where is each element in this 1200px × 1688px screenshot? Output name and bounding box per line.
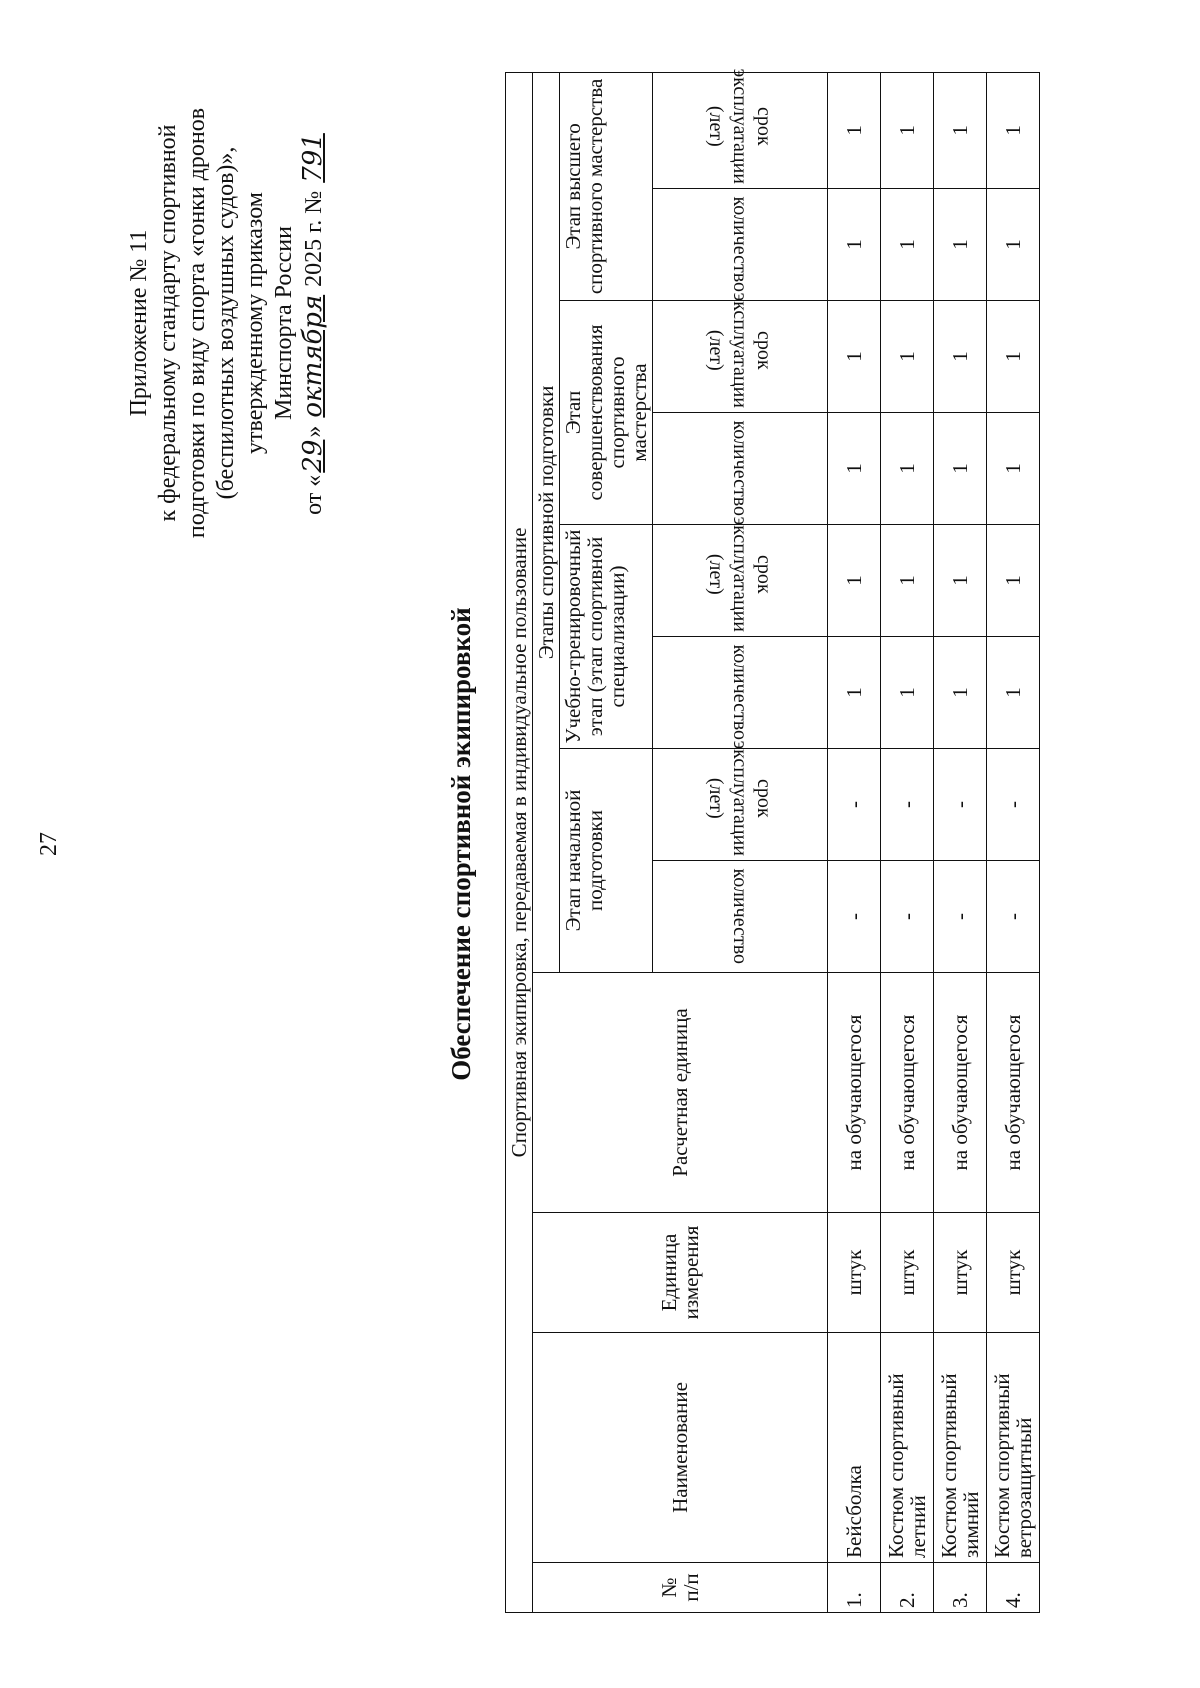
header-qty: количество bbox=[653, 861, 828, 973]
header-term: срок эксплуатации (лет) bbox=[653, 525, 828, 637]
row-value: 1 bbox=[934, 301, 987, 413]
row-value: 1 bbox=[987, 301, 1040, 413]
header-number-pp: п/п bbox=[679, 1573, 703, 1602]
row-unit: штук bbox=[934, 1213, 987, 1333]
row-value: 1 bbox=[828, 72, 881, 188]
row-value: 1 bbox=[987, 413, 1040, 525]
row-calc-unit: на обучающегося bbox=[987, 973, 1040, 1213]
row-value: 1 bbox=[934, 189, 987, 301]
table-caption: Спортивная экипировка, передаваемая в индивидуальное пользование bbox=[506, 72, 533, 1612]
table-row bbox=[934, 72, 987, 1612]
row-value: - bbox=[828, 749, 881, 861]
row-value: 1 bbox=[934, 72, 987, 188]
equipment-table bbox=[505, 68, 1040, 1613]
row-unit: штук bbox=[881, 1213, 934, 1333]
date-year: 2025 г. № bbox=[301, 190, 327, 287]
row-name: Костюм спортивный зимний bbox=[934, 1333, 987, 1563]
row-value: 1 bbox=[934, 413, 987, 525]
row-value: - bbox=[987, 749, 1040, 861]
row-value: 1 bbox=[881, 72, 934, 188]
table-row bbox=[828, 72, 881, 1612]
header-stage-improvement: Этап совершенствования спортивного мастерства bbox=[560, 301, 653, 525]
date-month-handwritten: октября bbox=[298, 294, 328, 418]
header-name: Наименование bbox=[533, 1333, 828, 1563]
row-calc-unit: на обучающегося bbox=[828, 973, 881, 1213]
header-term: срок эксплуатации (лет) bbox=[653, 72, 828, 188]
annex-header bbox=[125, 43, 329, 603]
row-value: 1 bbox=[934, 525, 987, 637]
row-number: 3. bbox=[934, 1563, 987, 1613]
row-value: 1 bbox=[828, 189, 881, 301]
annex-line-2: к федеральному стандарту спортивной bbox=[155, 124, 181, 522]
row-number: 4. bbox=[987, 1563, 1040, 1613]
row-value: - bbox=[828, 861, 881, 973]
row-value: 1 bbox=[881, 301, 934, 413]
table-row bbox=[987, 72, 1040, 1612]
row-calc-unit: на обучающегося bbox=[881, 973, 934, 1213]
row-name: Костюм спортивный летний bbox=[881, 1333, 934, 1563]
table-row bbox=[881, 72, 934, 1612]
page-number: 27 bbox=[36, 832, 62, 856]
row-value: - bbox=[881, 749, 934, 861]
row-value: 1 bbox=[881, 525, 934, 637]
row-value: - bbox=[987, 861, 1040, 973]
row-value: 1 bbox=[881, 413, 934, 525]
row-value: 1 bbox=[828, 413, 881, 525]
header-term: срок эксплуатации (лет) bbox=[653, 301, 828, 413]
header-stage-highest: Этап высшего спортивного мастерства bbox=[560, 72, 653, 300]
document-title: Обеспечение спортивной экипировкой bbox=[446, 607, 476, 1081]
annex-line-5: утвержденному приказом bbox=[242, 192, 268, 454]
header-qty: количество bbox=[653, 189, 828, 301]
row-value: 1 bbox=[881, 637, 934, 749]
header-qty: количество bbox=[653, 413, 828, 525]
row-number: 1. bbox=[828, 1563, 881, 1613]
row-value: 1 bbox=[881, 189, 934, 301]
row-value: 1 bbox=[987, 189, 1040, 301]
annex-line-4: (беспилотных воздушных судов)», bbox=[213, 146, 239, 500]
row-name: Костюм спортивный ветрозащитный bbox=[987, 1333, 1040, 1563]
row-value: 1 bbox=[934, 637, 987, 749]
row-number: 2. bbox=[881, 1563, 934, 1613]
row-unit: штук bbox=[987, 1213, 1040, 1333]
header-calc-unit: Расчетная единица bbox=[533, 973, 828, 1213]
row-value: 1 bbox=[987, 72, 1040, 188]
header-number bbox=[533, 1563, 828, 1613]
date-day-handwritten: 29 bbox=[298, 439, 328, 473]
row-unit: штук bbox=[828, 1213, 881, 1333]
annex-date-line bbox=[299, 43, 329, 603]
header-number-sign: № bbox=[657, 1577, 681, 1598]
header-stage-initial: Этап начальной подготовки bbox=[560, 749, 653, 973]
row-name: Бейсболка bbox=[828, 1333, 881, 1563]
row-value: 1 bbox=[987, 525, 1040, 637]
row-value: - bbox=[934, 749, 987, 861]
annex-line-1: Приложение № 11 bbox=[126, 229, 152, 417]
header-stage-training: Учебно-тренировочный этап (этап спортивной специализации) bbox=[560, 525, 653, 749]
annex-line-6: Минспорта России bbox=[271, 226, 297, 420]
row-calc-unit: на обучающегося bbox=[934, 973, 987, 1213]
header-stages: Этапы спортивной подготовки bbox=[533, 72, 560, 972]
row-value: 1 bbox=[828, 301, 881, 413]
row-value: 1 bbox=[828, 637, 881, 749]
row-value: - bbox=[881, 861, 934, 973]
header-unit: Единица измерения bbox=[533, 1213, 828, 1333]
row-value: - bbox=[934, 861, 987, 973]
date-prefix: от « bbox=[301, 474, 327, 515]
row-value: 1 bbox=[987, 637, 1040, 749]
row-value: 1 bbox=[828, 525, 881, 637]
header-qty: количество bbox=[653, 637, 828, 749]
header-term: срок эксплуатации (лет) bbox=[653, 749, 828, 861]
date-mid: » bbox=[301, 425, 327, 438]
order-number-handwritten: 791 bbox=[298, 133, 328, 183]
annex-line-3: подготовки по виду спорта «гонки дронов bbox=[184, 107, 210, 539]
